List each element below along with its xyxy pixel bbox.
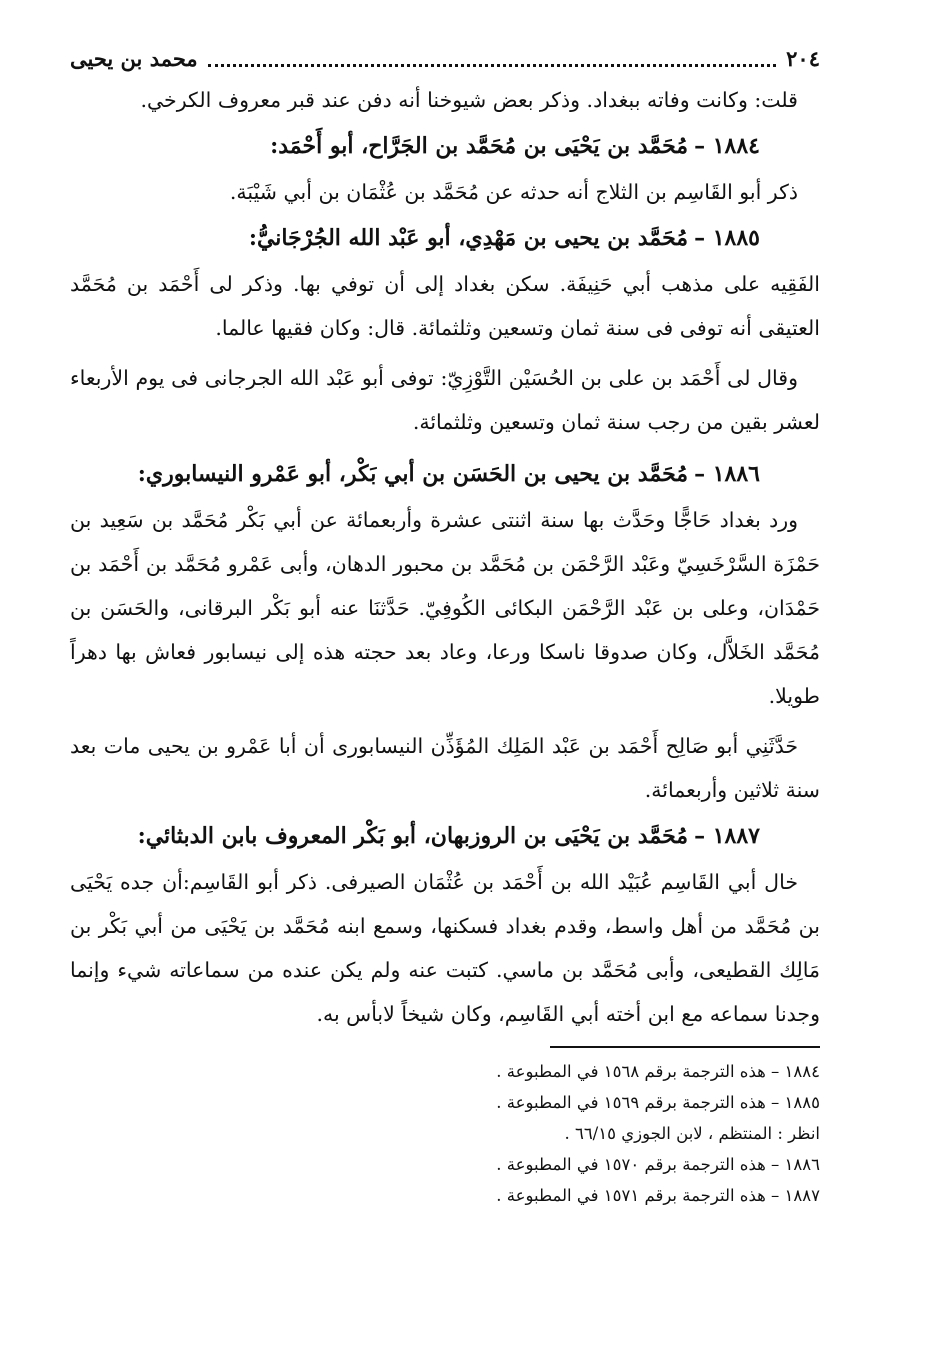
- entry-paragraph: حَدَّثَنِي أبو صَالِح أَحْمَد بن عَبْد المَلِك المُؤَذِّن النيسابورى أن أبا عَمْرو بن يحيى مات بعد سنة ثلاثين وأربعمائة.: [70, 734, 820, 802]
- running-title: محمد بن يحيى: [70, 46, 198, 71]
- running-header: [70, 40, 820, 78]
- entry-paragraph: وقال لى أَحْمَد بن على بن الحُسَيْن التَّوْزِيّ: توفى أبو عَبْد الله الجرجانى فى يوم الأربعاء لعشر بقين من رجب سنة ثمان وتسعين وثلثمائة.: [70, 366, 820, 434]
- entry-1886: [70, 450, 820, 812]
- entry-heading: [70, 122, 820, 170]
- footnotes: [70, 1056, 820, 1211]
- entry-heading-text: مُحَمَّد بن يحيى بن الحَسَن بن أبي بَكْر، أبو عَمْرو النيسابوري:: [137, 461, 689, 487]
- entry-paragraph: ورد بغداد حَاجًّا وحَدَّث بها سنة اثنتى عشرة وأربعمائة عن أبي بَكْر مُحَمَّد بن سَعِيد بن حَمْزَة السَّرْخَسِيّ وعَبْد الرَّحْمَن بن مُحَمَّد بن محبور الدهان، وأبى عَمْرو مُحَمَّد بن أَحْمَد بن حَمْدَان، وعلى بن عَبْد الرَّحْمَن البكائى الكُوفِيّ. حَدَّثنَا عنه أبو بَكْر البرقانى، والحَسَن بن مُحَمَّد الخَلاَّل، وكان صدوقا ناسكا ورعا، وعاد بعد حجته هذه إلى نيسابور فعاش بها دهراً طويلا.: [70, 508, 820, 708]
- entry-1885: [70, 214, 820, 444]
- entry-1884: [70, 122, 820, 214]
- page-number: ٢٠٤: [786, 46, 820, 71]
- footnote: ١٨٨٥ – هذه الترجمة برقم ١٥٦٩ في المطبوعة .: [496, 1093, 820, 1112]
- entry-number: ١٨٨٤ –: [694, 133, 760, 159]
- entry-number: ١٨٨٥ –: [694, 225, 760, 251]
- footnote: ١٨٨٦ – هذه الترجمة برقم ١٥٧٠ في المطبوعة .: [496, 1155, 820, 1174]
- footnote: ١٨٨٤ – هذه الترجمة برقم ١٥٦٨ في المطبوعة .: [496, 1062, 820, 1081]
- entry-1887: [70, 812, 820, 1036]
- intro-paragraph: قلت: وكانت وفاته ببغداد. وذكر بعض شيوخنا أنه دفن عند قبر معروف الكرخي.: [140, 88, 798, 112]
- entry-heading: [70, 450, 820, 498]
- footnote: ١٨٨٧ – هذه الترجمة برقم ١٥٧١ في المطبوعة .: [496, 1186, 820, 1205]
- book-page: [70, 40, 820, 1211]
- header-dot-leader: [208, 64, 776, 67]
- entry-heading: [70, 812, 820, 860]
- footnote-rule: [550, 1046, 820, 1048]
- entry-heading-text: مُحَمَّد بن يَحْيَى بن مُحَمَّد بن الجَرَّاح، أبو أَحْمَد:: [270, 133, 689, 159]
- entry-heading-text: مُحَمَّد بن يَحْيَى بن الروزبهان، أبو بَكْر المعروف بابن الدبثائي:: [137, 823, 689, 849]
- entry-paragraph: ذكر أبو القَاسِم بن الثلاج أنه حدثه عن مُحَمَّد بن عُثْمَان بن أبي شَيْبَة.: [229, 180, 798, 204]
- entry-paragraph: الفَقِيه على مذهب أبي حَنِيفَة. سكن بغداد إلى أن توفي بها. وذكر لى أَحْمَد بن مُحَمَّد العتيقى أنه توفى فى سنة ثمان وتسعين وثلثمائة. قال: وكان فقيها عالما.: [70, 272, 820, 340]
- footnote: انظر : المنتظم ، لابن الجوزي ٦٦/١٥ .: [564, 1124, 820, 1143]
- entry-number: ١٨٨٦ –: [694, 461, 760, 487]
- entry-number: ١٨٨٧ –: [694, 823, 760, 849]
- entry-paragraph: خال أبي القَاسِم عُبَيْد الله بن أَحْمَد بن عُثْمَان الصيرفى. ذكر أبو القَاسِم:أن جده يَحْيَى بن مُحَمَّد من أهل واسط، وقدم بغداد فسكنها، وسمع ابنه مُحَمَّد بن يَحْيَى من أبي بَكْر بن مَالِك القطيعى، وأبى مُحَمَّد بن ماسي. كتبت عنه ولم يكن عنده من سماعاته شيء وإنما وجدنا سماعه مع ابن أخته أبي القَاسِم، وكان شيخاً لابأس به.: [70, 870, 820, 1026]
- entry-heading: [70, 214, 820, 262]
- entry-heading-text: مُحَمَّد بن يحيى بن مَهْدِي، أبو عَبْد الله الجُرْجَانيُّ:: [248, 225, 689, 251]
